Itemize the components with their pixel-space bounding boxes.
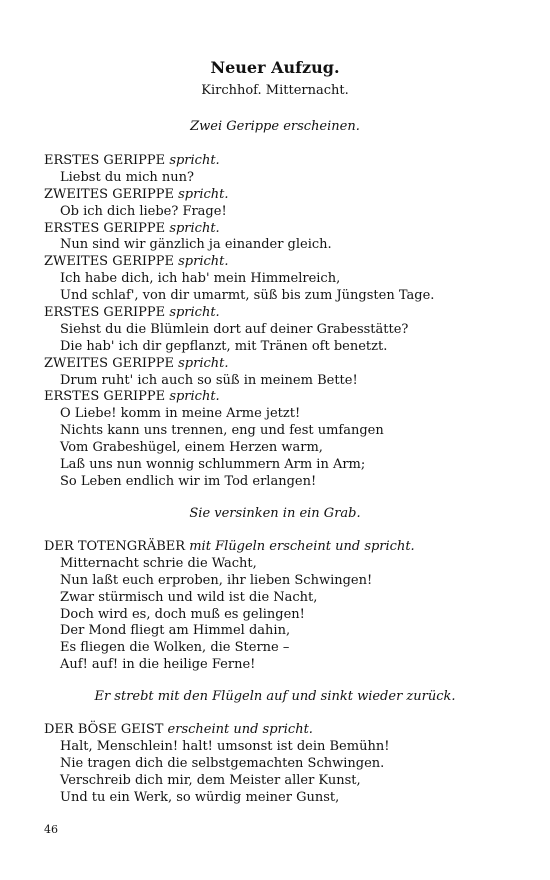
dialogue-block xyxy=(44,539,514,674)
verse-line: So Leben endlich wir im Tod erlangen! xyxy=(60,473,317,489)
verse-line: Und schlaf', von dir umarmt, süß bis zum Jüngsten Tage. xyxy=(60,288,435,304)
speaker-line xyxy=(44,254,514,271)
speaker-note: spricht. xyxy=(178,254,229,270)
speaker-line xyxy=(44,221,514,238)
speaker-line xyxy=(44,187,514,204)
page-number: 46 xyxy=(44,823,58,836)
dialogue-block xyxy=(44,153,514,491)
speaker-line xyxy=(44,539,514,556)
verse-line: Nie tragen dich die selbstgemachten Schwingen. xyxy=(60,755,385,771)
speaker-note: erscheint und spricht. xyxy=(167,722,313,737)
speaker-name: ERSTES GERIPPE xyxy=(44,220,166,236)
verse-line: Verschreib dich mir, dem Meister aller Kunst, xyxy=(60,772,361,788)
dialogue-block xyxy=(44,722,514,806)
scene-title: Neuer Aufzug. xyxy=(210,58,340,77)
verse-line: Laß uns nun wonnig schlummern Arm in Arm; xyxy=(60,457,366,473)
speaker-note: spricht. xyxy=(178,186,229,202)
speaker-name: ERSTES GERIPPE xyxy=(44,305,166,321)
speaker-line xyxy=(44,153,514,170)
speaker-note: spricht. xyxy=(169,305,220,321)
speaker-name: ERSTES GERIPPE xyxy=(44,153,166,168)
speaker-line xyxy=(44,305,514,322)
verse-line: Die hab' ich dir gepflanzt, mit Tränen oft benetzt. xyxy=(60,338,388,354)
verse-line: Mitternacht schrie die Wacht, xyxy=(60,555,257,571)
verse-line: Der Mond fliegt am Himmel dahin, xyxy=(60,623,291,639)
speaker-line xyxy=(44,389,514,406)
speaker-line xyxy=(44,722,514,739)
verse-line: Nichts kann uns trennen, eng und fest umfangen xyxy=(60,423,384,439)
verse-line: Zwar stürmisch und wild ist die Nacht, xyxy=(60,589,318,605)
verse-line: Ich habe dich, ich hab' mein Himmelreich, xyxy=(60,271,341,287)
speaker-name: DER TOTENGRÄBER xyxy=(44,539,186,554)
speaker-name: ERSTES GERIPPE xyxy=(44,389,166,405)
verse-line: O Liebe! komm in meine Arme jetzt! xyxy=(60,406,301,422)
speaker-name: ZWEITES GERIPPE xyxy=(44,254,174,270)
verse-line: Halt, Menschlein! halt! umsonst ist dein Bemühn! xyxy=(60,738,390,754)
verse-line: Auf! auf! in die heilige Ferne! xyxy=(60,657,256,673)
verse-line: Es fliegen die Wolken, die Sterne – xyxy=(60,640,290,656)
speaker-note: spricht. xyxy=(169,153,220,168)
speaker-note: spricht. xyxy=(178,355,229,371)
speaker-name: DER BÖSE GEIST xyxy=(44,722,164,737)
speaker-note: mit Flügeln erscheint und spricht. xyxy=(189,539,415,554)
verse-line: Vom Grabeshügel, einem Herzen warm, xyxy=(60,440,323,456)
stage-direction: Zwei Gerippe erscheinen. xyxy=(190,119,360,134)
scene-setting: Kirchhof. Mitternacht. xyxy=(201,83,349,98)
speaker-name: ZWEITES GERIPPE xyxy=(44,186,174,202)
verse-line: Drum ruht' ich auch so süß in meinem Bette! xyxy=(60,372,358,388)
verse-line: Liebst du mich nun? xyxy=(60,169,195,185)
stage-direction: Sie versinken in ein Grab. xyxy=(189,506,361,521)
verse-line: Und tu ein Werk, so würdig meiner Gunst, xyxy=(60,789,340,805)
verse-line: Ob ich dich liebe? Frage! xyxy=(60,203,227,219)
verse-line: Doch wird es, doch muß es gelingen! xyxy=(60,606,305,622)
speaker-name: ZWEITES GERIPPE xyxy=(44,355,174,371)
verse-line: Nun sind wir gänzlich ja einander gleich. xyxy=(60,237,332,253)
verse-line: Siehst du die Blümlein dort auf deiner Grabesstätte? xyxy=(60,321,409,337)
verse-line: Nun laßt euch erproben, ihr lieben Schwingen! xyxy=(60,572,373,588)
stage-direction: Er strebt mit den Flügeln auf und sinkt wieder zurück. xyxy=(94,689,456,704)
speaker-note: spricht. xyxy=(169,220,220,236)
speaker-note: spricht. xyxy=(169,389,220,405)
speaker-line xyxy=(44,356,514,373)
